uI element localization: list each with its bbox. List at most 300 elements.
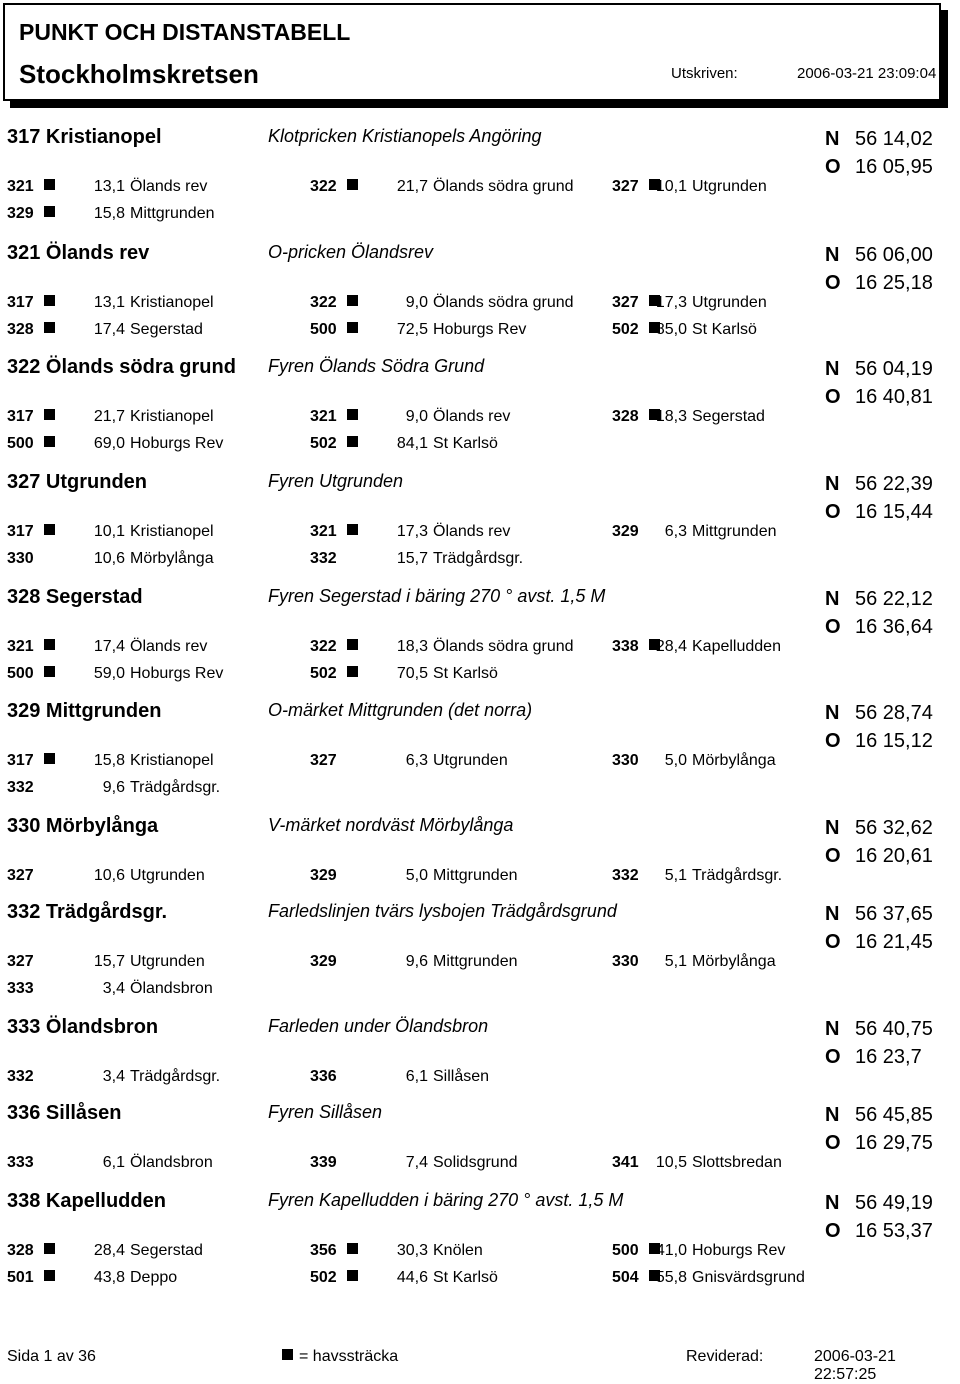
neighbor-number: 327 [612,178,639,195]
neighbor-distance: 9,0 [405,408,428,425]
latitude [825,1192,933,1215]
neighbor-id [310,435,358,453]
station-description: Fyren Utgrunden [268,471,404,491]
neighbor-distance: 21,7 [396,178,428,195]
neighbor-distance: 21,7 [93,408,125,425]
longitude [825,501,933,524]
neighbor-number: 330 [7,550,34,567]
coord-value: 56 14,02 [855,128,933,150]
neighbor-number: 317 [7,752,34,769]
neighbor-name: Hoburgs Rev [130,665,224,682]
station-title: 329 Mittgrunden [7,700,162,722]
neighbor-name: Sillåsen [433,1068,490,1085]
coord-value: 56 37,65 [855,903,933,925]
neighbor-number: 317 [7,523,34,540]
sea-leg-marker-icon [44,753,55,764]
neighbor-distance: 30,3 [396,1242,428,1259]
neighbor-row [0,638,960,660]
sea-leg-marker-icon [44,295,55,306]
neighbor-distance: 28,4 [655,638,687,655]
neighbor-distance: 9,0 [405,294,428,311]
neighbor-id [612,953,646,971]
neighbor-number: 332 [612,867,639,884]
sea-leg-marker-icon [347,409,358,420]
neighbor-number: 329 [7,205,34,222]
neighbor-distance: 9,6 [102,779,125,796]
neighbor-number: 329 [612,523,639,540]
coord-value: 16 36,64 [855,616,933,638]
sea-leg-marker-icon [44,666,55,677]
station-description: Fyren Kapelludden i bäring 270 ° avst. 1,5 M [268,1190,624,1210]
neighbor-distance: 3,4 [102,980,125,997]
neighbor-id [7,867,41,885]
latitude [825,702,933,725]
coord-label: O [825,386,841,408]
neighbor-row [0,752,960,774]
neighbor-distance: 5,1 [664,867,687,884]
coord-label: N [825,473,840,495]
neighbor-distance: 10,1 [93,523,125,540]
neighbor-name: Ölands rev [130,178,208,195]
neighbor-name: Trädgårdsgr. [433,550,524,567]
neighbor-name: Hoburgs Rev [692,1242,786,1259]
neighbor-name: Ölands rev [433,523,511,540]
neighbor-row [0,435,960,457]
neighbor-distance: 10,6 [93,550,125,567]
neighbor-row [0,953,960,975]
neighbor-id [310,321,358,339]
coord-value: 56 49,19 [855,1192,933,1214]
neighbor-id [7,205,55,223]
longitude [825,272,933,295]
coord-value: 56 28,74 [855,702,933,724]
neighbor-row [0,1068,960,1090]
neighbor-name: Mörbylånga [692,752,776,769]
neighbor-distance: 15,8 [93,752,125,769]
neighbor-distance: 85,0 [655,321,687,338]
neighbor-row [0,294,960,316]
sea-leg-marker-icon [347,295,358,306]
neighbor-number: 330 [612,953,639,970]
neighbor-number: 500 [310,321,337,338]
coord-label: O [825,616,841,638]
neighbor-distance: 10,5 [655,1154,687,1171]
station-description: Klotpricken Kristianopels Angöring [268,126,542,146]
neighbor-name: Ölands rev [433,408,511,425]
legend-text: = havssträcka [299,1348,399,1365]
sea-leg-marker-icon [44,409,55,420]
coord-value: 16 15,12 [855,730,933,752]
revised-label: Reviderad: [686,1348,764,1365]
page-footer [0,1346,960,1383]
latitude [825,358,933,381]
coord-value: 56 06,00 [855,244,933,266]
coord-label: O [825,931,841,953]
neighbor-id [7,321,55,339]
latitude [825,1104,933,1127]
station-title: 317 Kristianopel [7,126,162,148]
neighbor-number: 333 [7,980,34,997]
neighbor-name: Kristianopel [130,752,214,769]
page-number: Sida 1 av 36 [7,1348,96,1365]
coord-value: 56 22,12 [855,588,933,610]
neighbor-id [310,550,344,568]
neighbor-id [310,294,358,312]
neighbor-name: Gnisvärdsgrund [692,1269,805,1286]
neighbor-name: Slottsbredan [692,1154,782,1171]
neighbor-distance: 17,4 [93,321,125,338]
coord-label: N [825,1192,840,1214]
neighbor-distance: 15,7 [396,550,428,567]
neighbor-name: Utgrunden [692,294,767,311]
neighbor-number: 500 [7,665,34,682]
neighbor-number: 328 [612,408,639,425]
neighbor-name: Utgrunden [692,178,767,195]
neighbor-distance: 55,8 [655,1269,687,1286]
neighbor-row [0,205,960,227]
coord-label: N [825,903,840,925]
coord-label: O [825,1046,841,1068]
coord-label: N [825,1018,840,1040]
neighbor-number: 329 [310,867,337,884]
neighbor-name: Segerstad [130,1242,203,1259]
neighbor-row [0,408,960,430]
neighbor-row [0,550,960,572]
neighbor-distance: 17,3 [655,294,687,311]
sea-leg-marker-icon [347,179,358,190]
sea-leg-marker-icon [347,524,358,535]
printed-label: Utskriven: [671,65,738,82]
neighbor-number: 327 [7,867,34,884]
sea-leg-marker-icon [44,1243,55,1254]
sea-leg-marker-icon [347,322,358,333]
neighbor-name: Trädgårdsgr. [130,1068,221,1085]
station-title: 333 Ölandsbron [7,1016,159,1038]
coord-label: N [825,1104,840,1126]
neighbor-id [7,435,55,453]
neighbor-number: 327 [7,953,34,970]
neighbor-id [7,953,41,971]
coord-label: O [825,1132,841,1154]
latitude [825,903,933,926]
neighbor-number: 500 [612,1242,639,1259]
latitude [825,817,933,840]
coord-value: 16 20,61 [855,845,933,867]
neighbor-distance: 5,0 [664,752,687,769]
neighbor-name: Knölen [433,1242,483,1259]
neighbor-number: 321 [310,523,337,540]
coord-value: 16 21,45 [855,931,933,953]
neighbor-distance: 17,3 [396,523,428,540]
neighbor-row [0,523,960,545]
neighbor-id [310,638,358,656]
neighbor-name: Ölands södra grund [433,294,574,311]
neighbor-name: St Karlsö [433,1269,498,1286]
neighbor-distance: 18,3 [655,408,687,425]
neighbor-id [7,550,41,568]
neighbor-number: 322 [310,178,337,195]
neighbor-name: St Karlsö [692,321,757,338]
station-description: O-märket Mittgrunden (det norra) [268,700,533,720]
neighbor-number: 322 [310,638,337,655]
neighbor-number: 332 [7,1068,34,1085]
neighbor-distance: 6,1 [102,1154,125,1171]
neighbor-distance: 5,1 [664,953,687,970]
sea-leg-marker-icon [347,1270,358,1281]
neighbor-number: 328 [7,321,34,338]
longitude [825,156,933,179]
neighbor-number: 504 [612,1269,639,1286]
coord-label: N [825,702,840,724]
station-title: 328 Segerstad [7,586,143,608]
neighbor-name: Solidsgrund [433,1154,518,1171]
neighbor-number: 500 [7,435,34,452]
neighbor-name: Mörbylånga [692,953,776,970]
neighbor-distance: 10,1 [655,178,687,195]
neighbor-id [612,1154,646,1172]
neighbor-row [0,867,960,889]
sea-leg-marker-icon [44,179,55,190]
coord-label: O [825,272,841,294]
neighbor-name: Ölands södra grund [433,178,574,195]
coord-label: O [825,845,841,867]
neighbor-id [7,779,41,797]
coord-label: O [825,156,841,178]
neighbor-name: St Karlsö [433,665,498,682]
neighbor-distance: 6,3 [664,523,687,540]
coord-value: 56 32,62 [855,817,933,839]
neighbor-number: 317 [7,294,34,311]
neighbor-number: 327 [612,294,639,311]
coord-label: N [825,128,840,150]
coord-value: 16 23,7 [855,1046,922,1068]
document-subtitle: Stockholmskretsen [19,59,259,89]
coord-value: 16 40,81 [855,386,933,408]
neighbor-distance: 43,8 [93,1269,125,1286]
neighbor-row [0,1154,960,1176]
neighbor-id [7,638,55,656]
neighbor-distance: 13,1 [93,294,125,311]
neighbor-name: Utgrunden [433,752,508,769]
neighbor-number: 321 [310,408,337,425]
coord-label: O [825,501,841,523]
neighbor-id [7,523,55,541]
neighbor-distance: 10,6 [93,867,125,884]
neighbor-id [7,178,55,196]
longitude [825,931,933,954]
neighbor-distance: 41,0 [655,1242,687,1259]
station-description: Farledslinjen tvärs lysbojen Trädgårdsgrund [268,901,617,921]
neighbor-id [612,752,646,770]
coord-value: 56 04,19 [855,358,933,380]
coord-label: N [825,358,840,380]
neighbor-distance: 69,0 [93,435,125,452]
neighbor-name: Kristianopel [130,523,214,540]
neighbor-row [0,665,960,687]
neighbor-number: 330 [612,752,639,769]
neighbor-id [7,1242,55,1260]
neighbor-id [310,1154,344,1172]
neighbor-name: Utgrunden [130,953,205,970]
station-title: 321 Ölands rev [7,242,150,264]
neighbor-name: Mittgrunden [130,205,215,222]
neighbor-name: Hoburgs Rev [130,435,224,452]
neighbor-distance: 17,4 [93,638,125,655]
neighbor-number: 502 [612,321,639,338]
latitude [825,588,933,611]
neighbor-distance: 5,0 [405,867,428,884]
neighbor-id [7,980,41,998]
sea-leg-marker-icon [282,1349,293,1360]
coord-value: 56 22,39 [855,473,933,495]
neighbor-distance: 13,1 [93,178,125,195]
neighbor-name: St Karlsö [433,435,498,452]
latitude [825,128,933,151]
station-description: Fyren Ölands Södra Grund [268,356,485,376]
station-description: Farleden under Ölandsbron [268,1016,489,1036]
neighbor-number: 321 [7,638,34,655]
neighbor-id [310,408,358,426]
neighbor-name: Mittgrunden [692,523,777,540]
longitude [825,730,933,753]
neighbor-name: Ölandsbron [130,980,213,997]
neighbor-row [0,321,960,343]
neighbor-id [310,867,344,885]
longitude [825,616,933,639]
neighbor-number: 321 [7,178,34,195]
neighbor-name: Mittgrunden [433,953,518,970]
neighbor-number: 329 [310,953,337,970]
neighbor-number: 317 [7,408,34,425]
neighbor-name: Ölandsbron [130,1154,213,1171]
sea-leg-marker-icon [347,1243,358,1254]
station-description: Fyren Segerstad i bäring 270 ° avst. 1,5 M [268,586,606,606]
coord-value: 16 15,44 [855,501,933,523]
neighbor-name: Trädgårdsgr. [692,867,783,884]
neighbor-distance: 70,5 [396,665,428,682]
neighbor-distance: 84,1 [396,435,428,452]
neighbor-number: 502 [310,665,337,682]
neighbor-number: 333 [7,1154,34,1171]
station-title: 336 Sillåsen [7,1102,122,1124]
neighbor-number: 328 [7,1242,34,1259]
neighbor-row [0,178,960,200]
neighbor-distance: 6,1 [405,1068,428,1085]
neighbor-row [0,980,960,1002]
station-title: 327 Utgrunden [7,471,148,493]
neighbor-number: 501 [7,1269,34,1286]
coord-value: 56 40,75 [855,1018,933,1040]
neighbor-distance: 15,7 [93,953,125,970]
latitude [825,1018,933,1041]
longitude [825,1132,933,1155]
sea-leg-marker-icon [44,639,55,650]
neighbor-id [612,523,646,541]
neighbor-id [310,665,358,683]
station-description: V-märket nordväst Mörbylånga [268,815,514,835]
neighbor-id [310,523,358,541]
sea-leg-marker-icon [44,436,55,447]
coord-label: O [825,730,841,752]
neighbor-number: 338 [612,638,639,655]
station-title: 332 Trädgårdsgr. [7,901,168,923]
station-description: Fyren Sillåsen [268,1102,383,1122]
neighbor-number: 336 [310,1068,337,1085]
neighbor-distance: 15,8 [93,205,125,222]
neighbor-distance: 44,6 [396,1269,428,1286]
neighbor-id [310,1242,358,1260]
sea-leg-marker-icon [44,206,55,217]
longitude [825,386,933,409]
neighbor-id [7,1154,41,1172]
neighbor-row [0,1269,960,1291]
neighbor-name: Ölands rev [130,638,208,655]
neighbor-number: 327 [310,752,337,769]
station-description: O-pricken Ölandsrev [268,242,434,262]
coord-label: O [825,1220,841,1242]
neighbor-id [7,1269,55,1287]
neighbor-id [7,665,55,683]
longitude [825,1046,922,1069]
coord-value: 16 05,95 [855,156,933,178]
neighbor-number: 502 [310,1269,337,1286]
neighbor-name: Kristianopel [130,408,214,425]
neighbor-number: 341 [612,1154,639,1171]
neighbor-id [7,408,55,426]
neighbor-name: Utgrunden [130,867,205,884]
neighbor-name: Kapelludden [692,638,781,655]
station-title: 322 Ölands södra grund [7,356,236,378]
neighbor-distance: 3,4 [102,1068,125,1085]
longitude [825,1220,933,1243]
neighbor-id [310,178,358,196]
neighbor-number: 502 [310,435,337,452]
coord-value: 56 45,85 [855,1104,933,1126]
neighbor-row [0,1242,960,1264]
neighbor-id [7,752,55,770]
coord-value: 16 53,37 [855,1220,933,1242]
sea-leg-marker-icon [347,666,358,677]
sea-leg-marker-icon [44,322,55,333]
coord-label: N [825,588,840,610]
latitude [825,473,933,496]
neighbor-number: 322 [310,294,337,311]
latitude [825,244,933,267]
neighbor-id [310,752,344,770]
coord-value: 16 25,18 [855,272,933,294]
neighbor-id [310,1068,344,1086]
neighbor-id [7,294,55,312]
neighbor-distance: 59,0 [93,665,125,682]
neighbor-number: 356 [310,1242,337,1259]
neighbor-distance: 18,3 [396,638,428,655]
neighbor-name: Deppo [130,1269,178,1286]
neighbor-number: 332 [7,779,34,796]
neighbor-id [7,1068,41,1086]
neighbor-distance: 9,6 [405,953,428,970]
neighbor-name: Ölands södra grund [433,638,574,655]
neighbor-id [310,953,344,971]
sea-leg-marker-icon [347,639,358,650]
neighbor-distance: 7,4 [405,1154,428,1171]
sea-leg-marker-icon [347,436,358,447]
station-title: 338 Kapelludden [7,1190,166,1212]
neighbor-name: Segerstad [130,321,203,338]
station-title: 330 Mörbylånga [7,815,159,837]
document-title: PUNKT OCH DISTANSTABELL [19,19,351,45]
neighbor-name: Segerstad [692,408,765,425]
neighbor-distance: 72,5 [396,321,428,338]
